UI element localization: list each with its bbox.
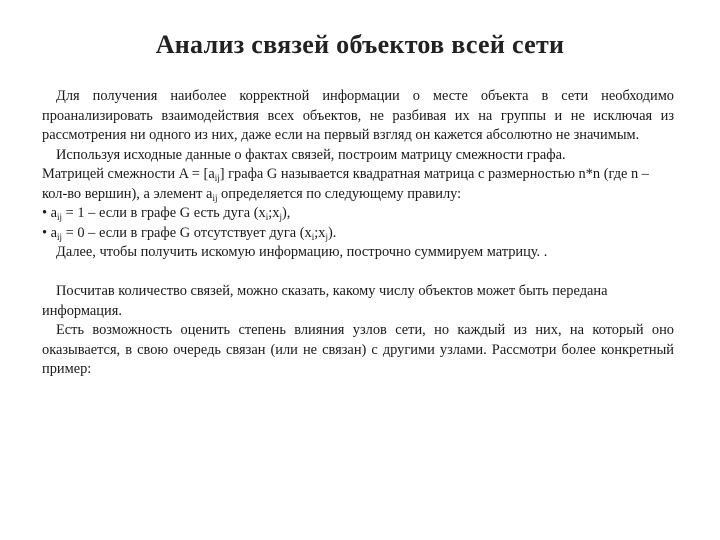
definition-text-b: ] графа G называется квадратная матрица с размерностью n*n (где n – кол-во вершин), а элемент a: [42, 166, 649, 202]
bullet1-text-c: ;x: [268, 205, 280, 221]
slide-body: [42, 87, 674, 380]
bullet1-subscript-ij: ij: [57, 212, 63, 222]
bullet2-text-b: = 0 – если в графе G отсутствует дуга (x: [62, 224, 312, 241]
bullet1-text-d: ),: [281, 205, 291, 221]
paragraph-count-links: Посчитав количество связей, можно сказать, какому числу объектов может быть передана информация.: [42, 283, 608, 319]
definition-subscript-1: ij: [214, 173, 220, 183]
bullet2-text-a: • a: [42, 224, 58, 241]
bullet1-text-b: = 1 – если в графе G есть дуга (x: [62, 205, 266, 221]
definition-subscript-2: ij: [212, 192, 218, 203]
paragraph-matrix-construction: Используя исходные данные о фактах связей, построим матрицу смежности графа.: [56, 146, 566, 163]
paragraph-influence: Есть возможность оценить степень влияния узлов сети, но каждый из них, на который оно оказывается, в свою очередь связан (или не связан) с другими узлами. Рассмотри более конкретный пример:: [42, 322, 674, 377]
paragraph-intro: Для получения наиболее корректной информации о месте объекта в сети необходимо проанализировать взаимодействия всех объектов, не разбивая их на группы и не исключая из рассмотрения ни одного из них, даже если на первый взгляд он кажется абсолютно не значимым.: [42, 88, 674, 143]
slide-title: Анализ связей объектов всей сети: [155, 30, 565, 59]
bullet2-text-c: ;x: [314, 224, 326, 241]
bullet2-subscript-ij: ij: [57, 231, 63, 242]
bullet1-subscript-j: j: [279, 212, 282, 222]
definition-text-c: определяется по следующему правилу:: [217, 185, 462, 202]
bullet-arc-absent: [42, 224, 674, 244]
paragraph-row-sum: Далее, чтобы получить искомую информацию, построчно суммируем матрицу. .: [56, 244, 548, 260]
bullet1-text-a: • a: [42, 205, 58, 221]
definition-text-a: Матрицей смежности A = [a: [42, 166, 215, 182]
paragraph-gap: [42, 263, 674, 283]
bullet-arc-exists: [42, 204, 674, 224]
bullet2-subscript-j: j: [325, 231, 328, 242]
bullet2-text-d: ).: [327, 224, 337, 241]
bullet2-subscript-i: i: [311, 231, 315, 242]
paragraph-matrix-definition: [42, 165, 674, 204]
bullet1-subscript-i: i: [265, 212, 269, 222]
